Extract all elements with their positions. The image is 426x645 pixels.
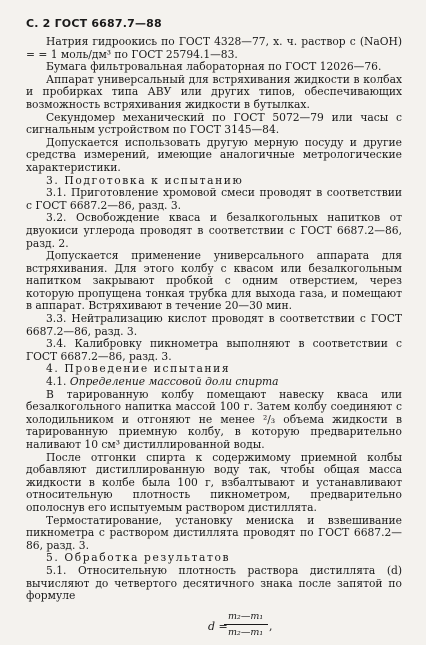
paragraph-shaker-apparatus: Аппарат универсальный для встряхивания жидкости в колбах и пробирках типа АВУ или других типов, обеспечивающих возможность встряхивания жидкости в бутылках. <box>26 72 402 111</box>
formula-trailing-comma: , <box>269 619 273 633</box>
paragraph-3-3: 3.3. Нейтрализацию кислот проводят в соответствии с ГОСТ 6687.2—86, разд. 3. <box>26 312 402 338</box>
paragraph-4-1-a: В тарированную колбу помещают навеску кваса или безалкогольного напитка массой 100 г. Затем колбу соединяют с холодильником и отгоняют не менее ²/₃ объема жидкости в тарированную приемную колбу, в которую предварительно наливают 10 см³ дистиллированной воды. <box>26 387 402 451</box>
section-5-heading: 5. Обработка результатов <box>46 551 231 565</box>
subsection-4-1-number: 4.1. <box>46 375 67 389</box>
paragraph-3-2-note: Допускается применение универсального аппарата для встряхивания. Для этого колбу с квасом или безалкогольным напитком закрывают пробкой с одним отверстием, через которую пропущена тонкая трубка для выхода газа, и помещают в аппарат. Встряхивают в течение 20—30 мин. <box>26 249 402 313</box>
paragraph-5-1: 5.1. Относительную плотность раствора дистиллята (d) вычисляют до четвертого десятичного знака после запятой по формуле <box>26 563 402 603</box>
paragraph-allowed-substitutes: Допускается использовать другую мерную посуду и другие средства измерений, имеющие аналогичные метрологические характеристики. <box>26 135 402 174</box>
paragraph-4-1-c: Термостатирование, установку мениска и взвешивание пикнометра с раствором дистиллята проводят по ГОСТ 6687.2—86, разд. 3. <box>26 513 402 552</box>
paragraph-3-4: 3.4. Калибровку пикнометра выполняют в соответствии с ГОСТ 6687.2—86, разд. 3. <box>26 337 402 363</box>
formula-lhs: d = <box>208 619 228 633</box>
paragraph-reagent-naoh: Натрия гидроокись по ГОСТ 4328—77, х. ч. раствор c (NaOH) = = 1 моль/дм³ по ГОСТ 25794.1—83. <box>26 35 402 61</box>
paragraph-3-1: 3.1. Приготовление хромовой смеси проводят в соответствии с ГОСТ 6687.2—86, разд. 3. <box>26 186 402 212</box>
density-formula <box>26 611 402 645</box>
formula-denominator: m₂—m₁ <box>228 626 264 638</box>
page-header: С. 2 ГОСТ 6687.7—88 <box>26 17 162 30</box>
formula-numerator: m₂—m₁ <box>228 610 264 622</box>
section-3-heading: 3. Подготовка к испытанию <box>46 173 244 187</box>
document-body <box>26 36 402 645</box>
paragraph-stopwatch: Секундомер механический по ГОСТ 5072—79 или часы с сигнальным устройством по ГОСТ 3145—84. <box>26 110 402 137</box>
paragraph-filter-paper: Бумага фильтровальная лабораторная по ГОСТ 12026—76. <box>46 60 382 74</box>
paragraph-3-2: 3.2. Освобождение кваса и безалкогольных напитков от двуокиси углерода проводят в соответствии с ГОСТ 6687.2—86, разд. 2. <box>26 211 402 250</box>
subsection-4-1-heading <box>26 376 402 389</box>
formula-fraction-bar <box>224 624 268 625</box>
paragraph-4-1-b: После отгонки спирта к содержимому приемной колбы добавляют дистиллированную воду так, чтобы общая масса жидкости в колбе была 100 г, взбалтывают и устанавливают относительную плотность пикнометром, предварительно ополоснув его испытуемым раствором дистиллята. <box>26 450 402 514</box>
subsection-4-1-title: Определение массовой доли спирта <box>69 375 279 389</box>
section-4-heading: 4. Проведение испытания <box>46 362 231 376</box>
